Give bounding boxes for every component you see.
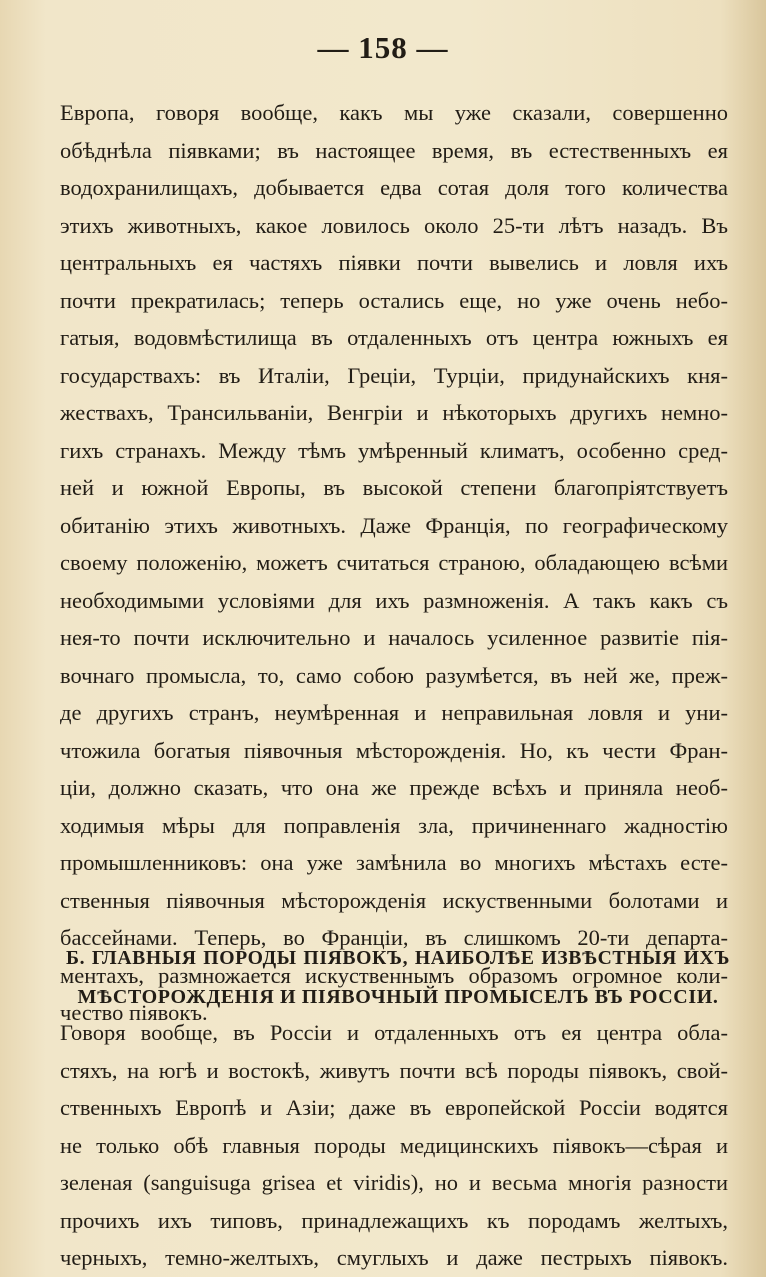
text-line: гихъ странахъ. Между тѣмъ умѣренный климатъ, особенно сред-	[60, 437, 728, 463]
text-line: водохранилищахъ, добывается едва сотая доля того количества	[60, 175, 728, 200]
text-line: обитанію этихъ животныхъ. Даже Франція, по географическому	[60, 512, 728, 538]
text-line: ней и южной Европы, въ высокой степени благопріятствуетъ	[60, 475, 728, 500]
text-line: государствахъ: въ Италіи, Греціи, Турціи, придунайскихъ кня-	[60, 362, 728, 388]
text-line: обѣднѣла піявками; въ настоящее время, въ естественныхъ ея	[60, 137, 728, 163]
text-line: жествахъ, Трансильваніи, Венгріи и нѣкоторыхъ другихъ немно-	[60, 400, 728, 425]
text-line: центральныхъ ея частяхъ піявки почти вывелись и ловля ихъ	[60, 250, 728, 275]
text-line: своему положенію, можетъ считаться страною, обладающею всѣми	[60, 550, 728, 575]
text-line: бассейнами. Теперь, во Франціи, въ слишкомъ 20-ти департа-	[60, 925, 728, 950]
text-line: необходимыми условіями для ихъ размноженія. А такъ какъ съ	[60, 587, 728, 613]
page-number: — 158 —	[317, 30, 449, 65]
text-line: Говоря вообще, въ Россіи и отдаленныхъ отъ ея центра обла-	[60, 1020, 728, 1045]
text-line: ціи, должно сказать, что она же прежде всѣхъ и приняла необ-	[60, 775, 728, 800]
text-line: чтожила богатыя піявочныя мѣсторожденія. Но, къ чести Фран-	[60, 737, 728, 763]
text-line: зеленая (sanguisuga grisea et viridis), но и весьма многія разности	[60, 1170, 728, 1195]
heading-line: МѢСТОРОЖДЕНІЯ И ПІЯВОЧНЫЙ ПРОМЫСЕЛЪ ВЪ РОССІИ.	[77, 986, 719, 1008]
text-line: Европа, говоря вообще, какъ мы уже сказали, совершенно	[60, 100, 728, 125]
text-line: ственныхъ Европѣ и Азіи; даже въ европейской Россіи водятся	[60, 1095, 728, 1120]
text-line: вочнаго промысла, то, само собою разумѣется, въ ней же, преж-	[60, 662, 728, 688]
text-line: де другихъ странъ, неумѣренная и неправильная ловля и уни-	[60, 700, 728, 725]
section-heading	[66, 939, 730, 1017]
text-line: не только обѣ главныя породы медицинскихъ піявокъ—сѣрая и	[60, 1132, 728, 1158]
text-line: ственныя піявочныя мѣсторожденія искуственными болотами и	[60, 887, 728, 913]
text-line: этихъ животныхъ, какое ловилось около 25-ти лѣтъ назадъ. Въ	[60, 212, 728, 238]
text-line: гатыя, водовмѣстилища въ отдаленныхъ отъ центра южныхъ ея	[60, 325, 728, 350]
text-line: почти прекратилась; теперь остались еще, но уже очень небо-	[60, 287, 728, 313]
text-line: ходимыя мѣры для поправленія зла, причиненнаго жадностію	[60, 812, 728, 838]
text-line: черныхъ, темно-желтыхъ, смуглыхъ и даже пестрыхъ піявокъ.	[60, 1245, 728, 1270]
paragraph-2	[60, 1014, 728, 1277]
text-line: промышленниковъ: она уже замѣнила во многихъ мѣстахъ есте-	[60, 850, 728, 875]
text-line: чество піявокъ.	[60, 1000, 208, 1025]
paragraph-1	[60, 94, 728, 1032]
heading-line: Б. ГЛАВНЫЯ ПОРОДЫ ПІЯВОКЪ, НАИБОЛѢЕ ИЗВѢСТНЫЯ ИХЪ	[66, 947, 730, 969]
text-line: стяхъ, на югѣ и востокѣ, живутъ почти всѣ породы піявокъ, свой-	[60, 1057, 728, 1083]
text-line: ментахъ, размножается искуственнымъ образомъ огромное коли-	[60, 962, 728, 988]
text-line: нея-то почти исключительно и началось усиленное развитіе пія-	[60, 625, 728, 650]
text-line: прочихъ ихъ типовъ, принадлежащихъ къ породамъ желтыхъ,	[60, 1207, 728, 1233]
